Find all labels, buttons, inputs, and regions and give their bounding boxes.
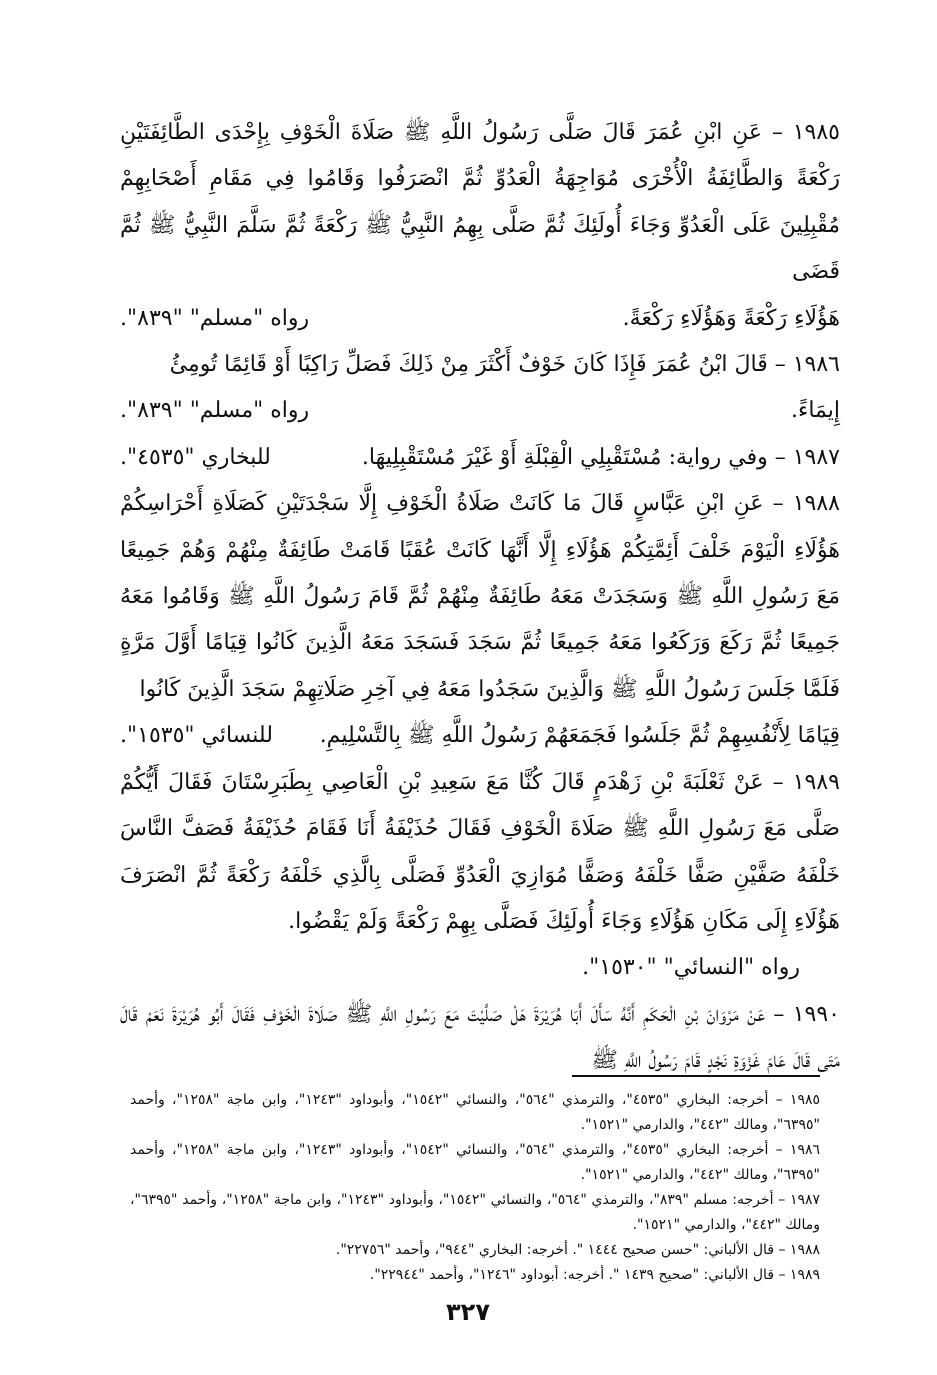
hadith-1987-citation: للبخاري "٤٥٣٥". bbox=[120, 444, 271, 470]
hadith-1986-closing-line bbox=[120, 388, 840, 434]
footnote-1986: ١٩٨٦ – أخرجه: البخاري "٤٥٣٥"، والترمذي "٥٦٤"، والنسائي "١٥٤٢"، وأبوداود "١٢٤٣"، وابن ماجة "١٢٥٨"، وأحمد "٦٣٩٥"، ومالك "٤٤٢"، والدارمي "١٥٢١". bbox=[130, 1142, 820, 1183]
footnote-separator bbox=[572, 1075, 820, 1077]
hadith-1988-closing-line bbox=[120, 713, 840, 759]
hadith-1990: ١٩٩٠ – عَنْ مَرْوَانَ بْنِ الْحَكَمِ أَنَّهُ سَأَلَ أَبَا هُرَيْرَةَ هَلْ صَلَّيْتَ مَعَ رَسُولِ اللَّهِ ﷺ صَلَاةَ الْخَوْفِ فَقَالَ أَبُو هُرَيْرَةَ نَعَمْ قَالَ مَتَى قَالَ عَامَ غَزْوَةِ نَجْدٍ قَامَ رَسُولُ اللَّهِ ﷺ bbox=[120, 1001, 840, 1074]
hadith-1987-line bbox=[120, 435, 840, 481]
footnote-1987: ١٩٨٧ – أخرجه: مسلم "٨٣٩"، والترمذي "٥٦٤"، والنسائي "١٥٤٢"، وأبوداود "١٢٤٣"، وابن ماجة "١٢٥٨"، وأحمد "٦٣٩٥"، ومالك "٤٤٢"، والدارمي "١٥٢١". bbox=[130, 1192, 821, 1233]
hadith-1985-closing-line bbox=[120, 296, 840, 342]
hadith-1986: ١٩٨٦ – قَالَ ابْنُ عُمَرَ فَإِذَا كَانَ خَوْفٌ أَكْثَرَ مِنْ ذَلِكَ فَصَلِّ رَاكِبًا أَوْ قَائِمًا تُومِئُ bbox=[169, 352, 840, 378]
page-number: ٣٢٧ bbox=[446, 1298, 490, 1326]
footnote-1988: ١٩٨٨ – قال الألباني: "حسن صحيح ١٤٤٤ ". أخرجه: البخاري "٩٤٤"، وأحمد "٢٢٧٥٦". bbox=[335, 1242, 820, 1258]
hadith-1986-citation: رواه "مسلم" "٨٣٩". bbox=[120, 398, 310, 424]
hadith-1989: ١٩٨٩ – عَنْ ثَعْلَبَةَ بْنِ زَهْدَمٍ قَالَ كُنَّا مَعَ سَعِيدِ بْنِ الْعَاصِي بِطَبَرِسْتَانَ فَقَالَ أَيُّكُمْ صَلَّى مَعَ رَسُولِ اللَّهِ ﷺ صَلَاةَ الْخَوْفِ فَقَالَ حُذَيْفَةُ أَنَا فَقَامَ حُذَيْفَةُ فَصَفَّ النَّاسَ خَلْفَهُ صَفَّيْنِ صَفًّا خَلْفَهُ وَصَفًّا مُوَازِيَ الْعَدُوِّ فَصَلَّى بِالَّذِي خَلْفَهُ رَكْعَةً ثُمَّ انْصَرَفَ هَؤُلَاءِ إِلَى مَكَانِ هَؤُلَاءِ وَجَاءَ أُولَئِكَ فَصَلَّى بِهِمْ رَكْعَةً وَلَمْ يَقْضُوا. bbox=[120, 769, 840, 934]
hadith-1985: ١٩٨٥ – عَنِ ابْنِ عُمَرَ قَالَ صَلَّى رَسُولُ اللَّهِ ﷺ صَلَاةَ الْخَوْفِ بِإِحْدَى الطَّائِفَتَيْنِ رَكْعَةً وَالطَّائِفَةُ الْأُخْرَى مُوَاجِهَةُ الْعَدُوِّ ثُمَّ انْصَرَفُوا وَقَامُوا فِي مَقَامِ أَصْحَابِهِمْ مُقْبِلِينَ عَلَى الْعَدُوِّ وَجَاءَ أُولَئِكَ ثُمَّ صَلَّى بِهِمُ النَّبِيُّ ﷺ رَكْعَةً ثُمَّ سَلَّمَ النَّبِيُّ ﷺ ثُمَّ قَضَى bbox=[120, 120, 840, 285]
hadith-1986-end: إِيمَاءً. bbox=[791, 398, 840, 424]
hadith-1988-citation: للنسائي "١٥٣٥". bbox=[120, 723, 273, 749]
hadith-1987: ١٩٨٧ – وفي رواية: مُسْتَقْبِلِي الْقِبْلَةِ أَوْ غَيْرَ مُسْتَقْبِلِيهَا. bbox=[361, 444, 840, 470]
hadith-1988: ١٩٨٨ – عَنِ ابْنِ عَبَّاسٍ قَالَ مَا كَانَتْ صَلَاةُ الْخَوْفِ إِلَّا سَجْدَتَيْنِ كَصَلَاةِ أَحْرَاسِكُمْ هَؤُلَاءِ الْيَوْمَ خَلْفَ أَئِمَّتِكُمْ هَؤُلَاءِ إِلَّا أَنَّهَا كَانَتْ عُقَبًا قَامَتْ طَائِفَةٌ مِنْهُمْ وَهُمْ جَمِيعًا مَعَ رَسُولِ اللَّهِ ﷺ وَسَجَدَتْ مَعَهُ طَائِفَةٌ مِنْهُمْ ثُمَّ قَامَ رَسُولُ اللَّهِ ﷺ وَقَامُوا مَعَهُ جَمِيعًا ثُمَّ رَكَعَ وَرَكَعُوا مَعَهُ جَمِيعًا ثُمَّ سَجَدَ فَسَجَدَ مَعَهُ الَّذِينَ كَانُوا قِيَامًا أَوَّلَ مَرَّةٍ فَلَمَّا جَلَسَ رَسُولُ اللَّهِ ﷺ وَالَّذِينَ سَجَدُوا مَعَهُ فِي آخِرِ صَلَاتِهِمْ سَجَدَ الَّذِينَ كَانُوا bbox=[120, 491, 840, 702]
hadith-1985-end: هَؤُلَاءِ رَكْعَةً وَهَؤُلَاءِ رَكْعَةً. bbox=[622, 305, 840, 331]
hadith-1989-citation: رواه "النسائي" "١٥٣٠". bbox=[582, 955, 800, 981]
hadith-1988-end: قِيَامًا لِأَنْفُسِهِمْ ثُمَّ جَلَسُوا فَجَمَعَهُمْ رَسُولُ اللَّهِ ﷺ بِالتَّسْلِيمِ. bbox=[319, 723, 840, 749]
footnotes bbox=[130, 1088, 820, 1288]
footnote-1985: ١٩٨٥ – أخرجه: البخاري "٤٥٣٥"، والترمذي "٥٦٤"، والنسائي "١٥٤٢"، وأبوداود "١٢٤٣"، وابن ماجة "١٢٥٨"، وأحمد "٦٣٩٥"، ومالك "٤٤٢"، والدارمي "١٥٢١". bbox=[130, 1092, 820, 1133]
hadith-text-block bbox=[120, 110, 840, 1085]
footnote-1989: ١٩٨٩ – قال الألباني: "صحيح ١٤٣٩ ". أخرجه: أبوداود "١٢٤٦"، وأحمد "٢٢٩٤٤". bbox=[369, 1267, 820, 1283]
hadith-1985-citation: رواه "مسلم" "٨٣٩". bbox=[120, 305, 310, 331]
